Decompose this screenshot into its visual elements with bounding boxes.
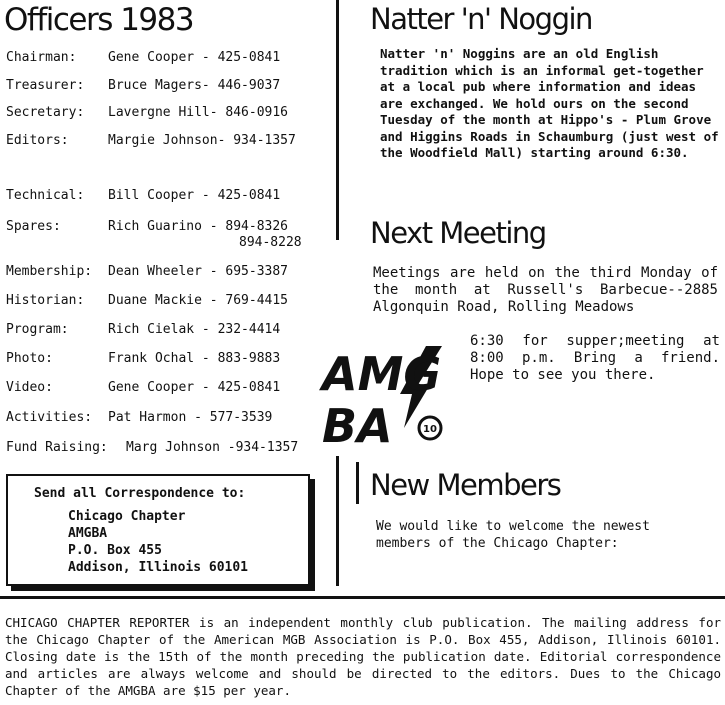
officer-contact: Gene Cooper - 425-0841 [108,380,281,395]
officer-contact: Frank Ochal - 883-9883 [108,351,281,366]
officer-contact: Lavergne Hill- 846-0916 [108,105,289,120]
logo-letters-bottom: BA [322,399,393,452]
officer-label: Chairman: [6,50,77,65]
correspondence-line: AMGBA [68,526,108,541]
next-meeting-text: Meetings are held on the third Monday of the month at Russell's Barbecue--2885 Algonquin Road, Rolling Meadows [373,265,718,315]
officer-label: Video: [6,380,53,395]
officer-label: Photo: [6,351,53,366]
officer-contact: Pat Harmon - 577-3539 [108,410,273,425]
natter-text: Natter 'n' Noggins are an old English tradition which is an informal get-together at a local pub where information and ideas are exchanged. We hold ours on the second Tuesday of the month at Hippo's - Plum Grove and Higgins Roads in Schaumburg (just west of the Woodfield Mall) starting around 6:30. [380,46,719,160]
footer-notice: CHICAGO CHAPTER REPORTER is an independent monthly club publication. The mailing address for the Chicago Chapter of the American MGB Association is P.O. Box 455, Addison, Illinois 60101. Closing date is the 15th of the month preceding the publication date. Editorial correspondence and articles are always welcome and should be directed to the editors. Dues to the Chicago Chapter of the AMGBA are $15 per year. [5,615,721,698]
officer-contact: Dean Wheeler - 695-3387 [108,264,289,279]
correspondence-line: Chicago Chapter [68,509,186,524]
next-meeting-details: 6:30 for supper;meeting at 8:00 p.m. Bring a friend. Hope to see you there. [470,333,720,383]
anniversary-badge-label: 10 [423,424,437,435]
natter-title: Natter 'n' Noggin [370,2,592,36]
officer-label: Treasurer: [6,78,85,93]
officer-contact: Rich Cielak - 232-4414 [108,322,281,337]
officer-contact: Margie Johnson- 934-1357 [108,133,296,148]
correspondence-line: P.O. Box 455 [68,543,162,558]
officer-label: Historian: [6,293,85,308]
new-members-title: New Members [370,468,561,502]
officer-label: Editors: [6,133,69,148]
amgba-logo [318,342,448,452]
officer-label: Technical: [6,188,85,203]
officer-label: Spares: [6,219,61,234]
next-meeting-title: Next Meeting [370,216,546,250]
officer-label: Fund Raising: [6,440,108,455]
officer-label: Membership: [6,264,93,279]
officer-contact: Rich Guarino - 894-8326 [108,219,289,234]
column-divider [336,456,339,586]
section-rule [356,462,359,504]
correspondence-title: Send all Correspondence to: [34,486,246,501]
officer-contact: Bill Cooper - 425-0841 [108,188,281,203]
horizontal-divider [0,596,725,599]
officer-label: Secretary: [6,105,85,120]
officer-label: Program: [6,322,69,337]
column-divider [336,0,339,240]
officer-contact: Bruce Magers- 446-9037 [108,78,281,93]
officer-contact: Gene Cooper - 425-0841 [108,50,281,65]
correspondence-box [6,474,310,586]
logo-letters-top: AMG [322,347,442,401]
officers-title: Officers 1983 [4,2,194,38]
new-members-text: We would like to welcome the newest members of the Chicago Chapter: [376,519,650,551]
officer-contact: Marg Johnson -934-1357 [126,440,299,455]
correspondence-line: Addison, Illinois 60101 [68,560,249,575]
officer-contact: Duane Mackie - 769-4415 [108,293,289,308]
officer-contact-secondary: 894-8228 [239,235,302,250]
officer-label: Activities: [6,410,93,425]
